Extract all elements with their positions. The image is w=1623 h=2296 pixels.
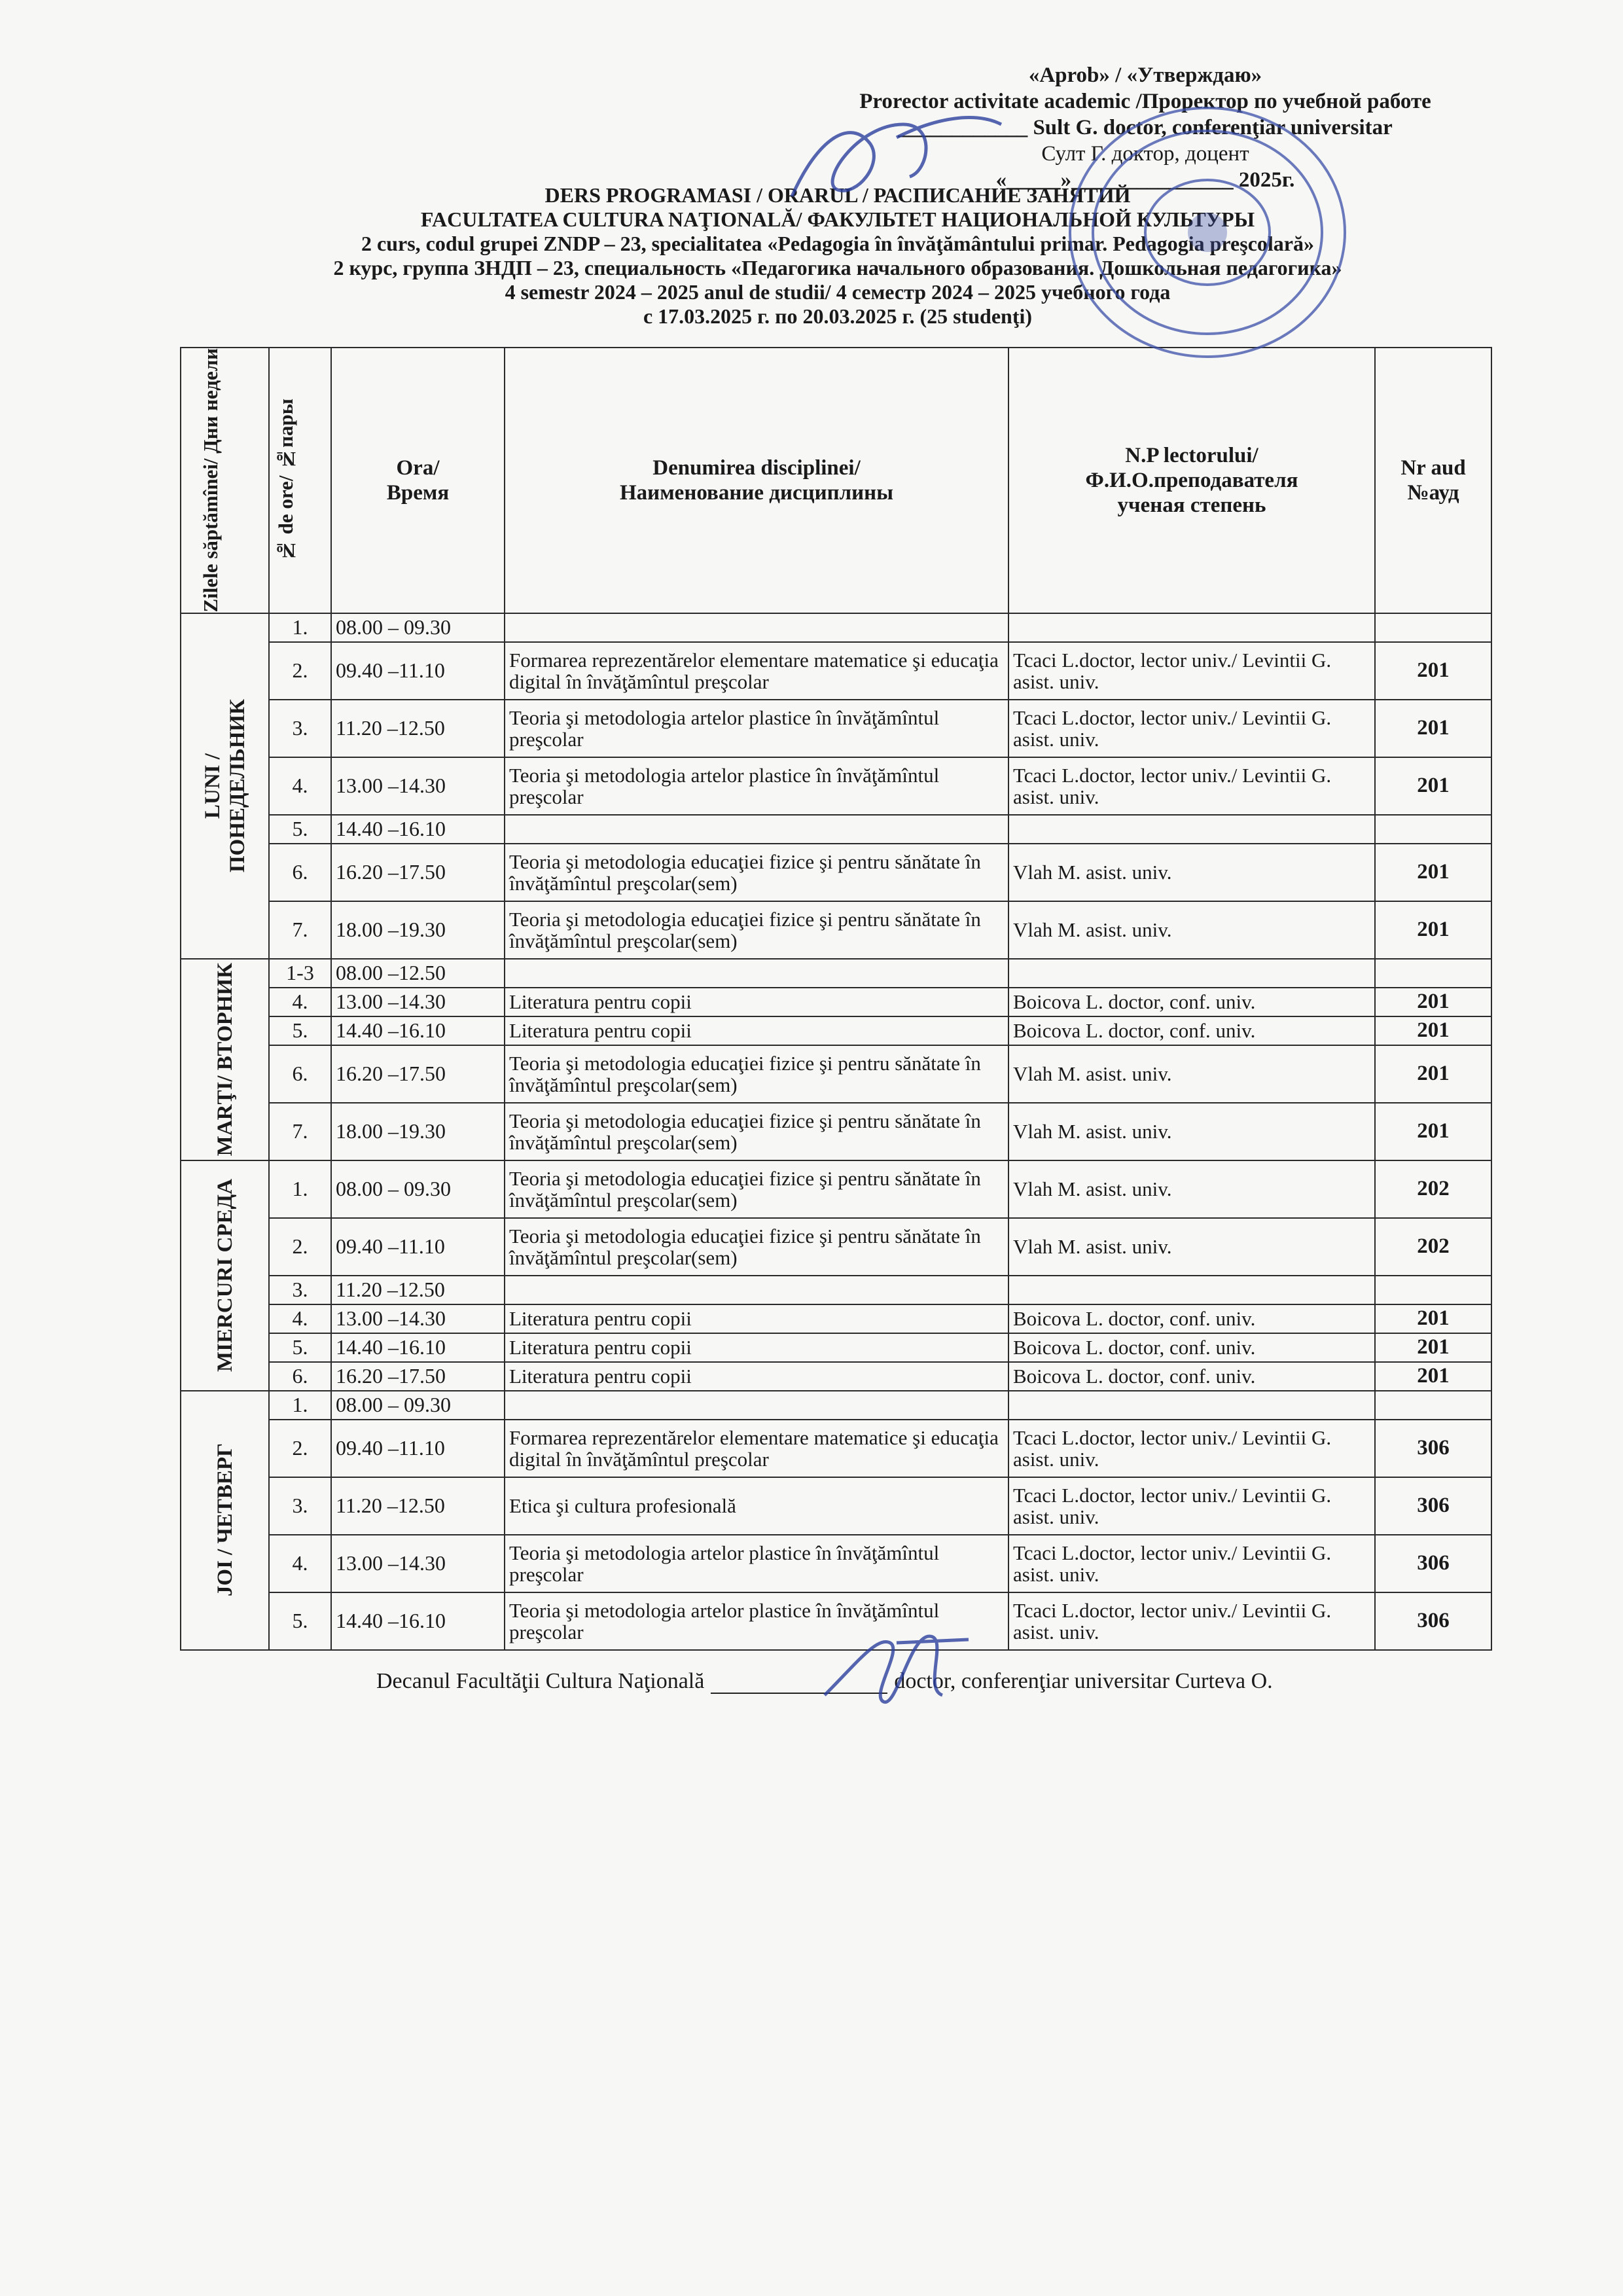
room-cell: 201 bbox=[1375, 1333, 1491, 1362]
pair-number: 4. bbox=[269, 988, 331, 1016]
header-discipline bbox=[505, 348, 1008, 613]
room-cell bbox=[1375, 815, 1491, 844]
table-row bbox=[181, 613, 1491, 642]
time-cell: 14.40 –16.10 bbox=[331, 815, 505, 844]
lecturer-cell: Vlah M. asist. univ. bbox=[1008, 844, 1375, 901]
pair-number: 2. bbox=[269, 1420, 331, 1477]
time-cell: 13.00 –14.30 bbox=[331, 757, 505, 815]
approval-line: Prorector activitate academic /Проректор по учебной работе bbox=[859, 90, 1431, 113]
pair-number: 1. bbox=[269, 1160, 331, 1218]
time-cell: 13.00 –14.30 bbox=[331, 1535, 505, 1592]
table-row bbox=[181, 1276, 1491, 1304]
time-cell: 13.00 –14.30 bbox=[331, 1304, 505, 1333]
day-cell bbox=[181, 1160, 269, 1391]
lecturer-cell: Vlah M. asist. univ. bbox=[1008, 901, 1375, 959]
room-cell bbox=[1375, 959, 1491, 988]
title-line: DERS PROGRAMASI / ORARUL / РАСПИСАНИЕ ЗАНЯТИЙ bbox=[544, 183, 1131, 207]
pair-number: 6. bbox=[269, 1045, 331, 1103]
header-lecturer bbox=[1008, 348, 1375, 613]
time-cell: 11.20 –12.50 bbox=[331, 1276, 505, 1304]
pair-number: 5. bbox=[269, 1592, 331, 1650]
discipline-cell: Teoria şi metodologia artelor plastice în învăţămîntul preşcolar bbox=[505, 757, 1008, 815]
table-row bbox=[181, 844, 1491, 901]
table-row bbox=[181, 700, 1491, 757]
time-cell: 18.00 –19.30 bbox=[331, 1103, 505, 1160]
room-cell: 306 bbox=[1375, 1420, 1491, 1477]
approval-line: Султ Г. доктор, доцент bbox=[1041, 142, 1249, 166]
header-room-label: №ауд bbox=[1407, 480, 1459, 505]
room-cell: 201 bbox=[1375, 1045, 1491, 1103]
approval-line: «Aprob» / «Утверждаю» bbox=[1028, 63, 1262, 87]
lecturer-cell: Tcaci L.doctor, lector univ./ Levintii G. asist. univ. bbox=[1008, 1477, 1375, 1535]
header-disc-label: Denumirea disciplinei/ bbox=[652, 456, 861, 480]
table-row bbox=[181, 1103, 1491, 1160]
room-cell: 201 bbox=[1375, 700, 1491, 757]
room-cell: 201 bbox=[1375, 1362, 1491, 1391]
table-row bbox=[181, 1045, 1491, 1103]
discipline-cell: Formarea reprezentărelor elementare matematice şi educaţia digital în învăţămîntul preşcolar bbox=[505, 1420, 1008, 1477]
header-time-label: Время bbox=[386, 480, 450, 505]
room-cell: 201 bbox=[1375, 757, 1491, 815]
header-lect-label: N.P lectorului/ bbox=[1125, 443, 1258, 467]
header-room bbox=[1375, 348, 1491, 613]
lecturer-cell: Boicova L. doctor, conf. univ. bbox=[1008, 1016, 1375, 1045]
title-line: 2 curs, codul grupei ZNDP – 23, specialitatea «Pedagogia în învăţământului primar. Pedagogia preşcolară» bbox=[361, 232, 1314, 255]
title-line: FACULTATEA CULTURA NAŢIONALĂ/ ФАКУЛЬТЕТ НАЦИОНАЛЬНОЙ КУЛЬТУРЫ bbox=[420, 207, 1255, 231]
discipline-cell: Teoria şi metodologia educaţiei fizice şi pentru sănătate în învăţămîntul preşcolar(sem) bbox=[505, 901, 1008, 959]
discipline-cell bbox=[505, 959, 1008, 988]
dean-name: doctor, conferenţiar universitar Curteva O. bbox=[894, 1669, 1273, 1693]
time-cell: 14.40 –16.10 bbox=[331, 1592, 505, 1650]
header-room-label: Nr aud bbox=[1400, 456, 1466, 480]
table-row bbox=[181, 1160, 1491, 1218]
room-cell: 306 bbox=[1375, 1535, 1491, 1592]
table-row bbox=[181, 1391, 1491, 1420]
pair-number: 6. bbox=[269, 844, 331, 901]
room-cell: 306 bbox=[1375, 1592, 1491, 1650]
time-cell: 09.40 –11.10 bbox=[331, 1218, 505, 1276]
table-row bbox=[181, 815, 1491, 844]
time-cell: 11.20 –12.50 bbox=[331, 1477, 505, 1535]
time-cell: 13.00 –14.30 bbox=[331, 988, 505, 1016]
day-name: LUNI / ПОНЕДЕЛЬНИК bbox=[200, 699, 249, 873]
pair-number: 4. bbox=[269, 757, 331, 815]
table-row bbox=[181, 1218, 1491, 1276]
lecturer-cell: Boicova L. doctor, conf. univ. bbox=[1008, 988, 1375, 1016]
approval-line: «_____»_______________ 2025г. bbox=[995, 168, 1295, 192]
table-row bbox=[181, 642, 1491, 700]
room-cell bbox=[1375, 1391, 1491, 1420]
table-row bbox=[181, 1477, 1491, 1535]
pair-number: 4. bbox=[269, 1304, 331, 1333]
lecturer-cell: Boicova L. doctor, conf. univ. bbox=[1008, 1362, 1375, 1391]
discipline-cell: Etica şi cultura profesională bbox=[505, 1477, 1008, 1535]
header-row bbox=[181, 348, 1491, 613]
official-stamp-icon bbox=[1011, 95, 1364, 370]
table-row bbox=[181, 1535, 1491, 1592]
pair-number: 3. bbox=[269, 1276, 331, 1304]
pair-number: 5. bbox=[269, 1333, 331, 1362]
pair-number: 1. bbox=[269, 1391, 331, 1420]
discipline-cell: Literatura pentru copii bbox=[505, 1362, 1008, 1391]
lecturer-cell: Tcaci L.doctor, lector univ./ Levintii G. asist. univ. bbox=[1008, 1420, 1375, 1477]
table-row bbox=[181, 1420, 1491, 1477]
room-cell: 201 bbox=[1375, 642, 1491, 700]
day-name: MARŢI/ ВТОРНИК bbox=[213, 962, 237, 1157]
room-cell: 201 bbox=[1375, 901, 1491, 959]
pair-number: 4. bbox=[269, 1535, 331, 1592]
lecturer-cell bbox=[1008, 815, 1375, 844]
lecturer-cell bbox=[1008, 959, 1375, 988]
lecturer-cell: Boicova L. doctor, conf. univ. bbox=[1008, 1304, 1375, 1333]
pair-number: 3. bbox=[269, 700, 331, 757]
lecturer-cell: Vlah M. asist. univ. bbox=[1008, 1218, 1375, 1276]
discipline-cell: Literatura pentru copii bbox=[505, 1333, 1008, 1362]
header-time-label: Ora/ bbox=[396, 456, 440, 480]
room-cell bbox=[1375, 1276, 1491, 1304]
discipline-cell: Literatura pentru copii bbox=[505, 1304, 1008, 1333]
pair-number: 2. bbox=[269, 1218, 331, 1276]
discipline-cell: Teoria şi metodologia educaţiei fizice şi pentru sănătate în învăţămîntul preşcolar(sem) bbox=[505, 1045, 1008, 1103]
time-cell: 16.20 –17.50 bbox=[331, 1362, 505, 1391]
signature-icon bbox=[818, 1623, 975, 1715]
time-cell: 16.20 –17.50 bbox=[331, 1045, 505, 1103]
header-lect-label: Ф.И.О.преподавателя bbox=[1085, 468, 1298, 492]
header-day bbox=[181, 348, 269, 613]
discipline-cell: Teoria şi metodologia educaţiei fizice şi pentru sănătate în învăţămîntul preşcolar(sem) bbox=[505, 844, 1008, 901]
pair-number: 1-3 bbox=[269, 959, 331, 988]
pair-number: 1. bbox=[269, 613, 331, 642]
time-cell: 16.20 –17.50 bbox=[331, 844, 505, 901]
time-cell: 14.40 –16.10 bbox=[331, 1016, 505, 1045]
room-cell: 201 bbox=[1375, 1103, 1491, 1160]
table-row bbox=[181, 1362, 1491, 1391]
pair-number: 6. bbox=[269, 1362, 331, 1391]
room-cell: 201 bbox=[1375, 988, 1491, 1016]
room-cell: 201 bbox=[1375, 1016, 1491, 1045]
lecturer-cell: Boicova L. doctor, conf. univ. bbox=[1008, 1333, 1375, 1362]
discipline-cell: Literatura pentru copii bbox=[505, 988, 1008, 1016]
discipline-cell: Teoria şi metodologia educaţiei fizice şi pentru sănătate în învăţămîntul preşcolar(sem) bbox=[505, 1160, 1008, 1218]
day-name: MIERCURI СРЕДА bbox=[213, 1179, 237, 1372]
room-cell: 201 bbox=[1375, 844, 1491, 901]
table-row bbox=[181, 1333, 1491, 1362]
room-cell: 202 bbox=[1375, 1218, 1491, 1276]
pair-number: 2. bbox=[269, 642, 331, 700]
dean-title: Decanul Facultăţii Cultura Naţională bbox=[376, 1669, 705, 1693]
room-cell: 306 bbox=[1375, 1477, 1491, 1535]
pair-number: 5. bbox=[269, 815, 331, 844]
day-cell bbox=[181, 613, 269, 959]
pair-number: 7. bbox=[269, 901, 331, 959]
time-cell: 08.00 – 09.30 bbox=[331, 613, 505, 642]
discipline-cell: Formarea reprezentărelor elementare matematice şi educaţia digital în învăţămîntul preşcolar bbox=[505, 642, 1008, 700]
header-time bbox=[331, 348, 505, 613]
room-cell: 201 bbox=[1375, 1304, 1491, 1333]
lecturer-cell: Tcaci L.doctor, lector univ./ Levintii G. asist. univ. bbox=[1008, 642, 1375, 700]
lecturer-cell: Tcaci L.doctor, lector univ./ Levintii G. asist. univ. bbox=[1008, 700, 1375, 757]
header-num-label: № de ore/ №пары bbox=[274, 398, 297, 562]
discipline-cell: Teoria şi metodologia artelor plastice în învăţămîntul preşcolar bbox=[505, 1592, 1008, 1650]
lecturer-cell bbox=[1008, 1276, 1375, 1304]
lecturer-cell: Tcaci L.doctor, lector univ./ Levintii G. asist. univ. bbox=[1008, 1592, 1375, 1650]
lecturer-cell: Vlah M. asist. univ. bbox=[1008, 1103, 1375, 1160]
time-cell: 18.00 –19.30 bbox=[331, 901, 505, 959]
pair-number: 3. bbox=[269, 1477, 331, 1535]
lecturer-cell bbox=[1008, 613, 1375, 642]
discipline-cell bbox=[505, 815, 1008, 844]
table-row bbox=[181, 1304, 1491, 1333]
room-cell: 202 bbox=[1375, 1160, 1491, 1218]
pair-number: 7. bbox=[269, 1103, 331, 1160]
discipline-cell: Teoria şi metodologia artelor plastice în învăţămîntul preşcolar bbox=[505, 700, 1008, 757]
table-row bbox=[181, 959, 1491, 988]
table-row bbox=[181, 988, 1491, 1016]
day-cell bbox=[181, 959, 269, 1160]
signature-icon bbox=[779, 98, 1014, 229]
time-cell: 11.20 –12.50 bbox=[331, 700, 505, 757]
day-cell bbox=[181, 1391, 269, 1650]
header-disc-label: Наименование дисциплины bbox=[620, 480, 893, 505]
discipline-cell: Literatura pentru copii bbox=[505, 1016, 1008, 1045]
discipline-cell: Teoria şi metodologia educaţiei fizice şi pentru sănătate în învăţămîntul preşcolar(sem) bbox=[505, 1103, 1008, 1160]
lecturer-cell: Vlah M. asist. univ. bbox=[1008, 1045, 1375, 1103]
table-row bbox=[181, 1016, 1491, 1045]
discipline-cell bbox=[505, 1391, 1008, 1420]
discipline-cell bbox=[505, 613, 1008, 642]
discipline-cell: Teoria şi metodologia educaţiei fizice şi pentru sănătate în învăţămîntul preşcolar(sem) bbox=[505, 1218, 1008, 1276]
room-cell bbox=[1375, 613, 1491, 642]
time-cell: 08.00 – 09.30 bbox=[331, 1391, 505, 1420]
discipline-cell bbox=[505, 1276, 1008, 1304]
table-row bbox=[181, 901, 1491, 959]
lecturer-cell: Tcaci L.doctor, lector univ./ Levintii G. asist. univ. bbox=[1008, 1535, 1375, 1592]
header-num bbox=[269, 348, 331, 613]
title-line: с 17.03.2025 г. по 20.03.2025 г. (25 studenţi) bbox=[643, 304, 1033, 328]
title-line: 4 semestr 2024 – 2025 anul de studii/ 4 семестр 2024 – 2025 учебного года bbox=[505, 280, 1171, 304]
lecturer-cell: Vlah M. asist. univ. bbox=[1008, 1160, 1375, 1218]
time-cell: 08.00 –12.50 bbox=[331, 959, 505, 988]
time-cell: 08.00 – 09.30 bbox=[331, 1160, 505, 1218]
header-day-label: Zilele săptămînei/ Дни недели bbox=[198, 348, 222, 613]
day-name: JOI / ЧЕТВЕРГ bbox=[213, 1443, 237, 1597]
lecturer-cell: Tcaci L.doctor, lector univ./ Levintii G. asist. univ. bbox=[1008, 757, 1375, 815]
approval-line: ____________ Sult G. doctor, conferenţiar universitar bbox=[898, 116, 1393, 139]
table-row bbox=[181, 757, 1491, 815]
time-cell: 09.40 –11.10 bbox=[331, 642, 505, 700]
discipline-cell: Teoria şi metodologia artelor plastice în învăţămîntul preşcolar bbox=[505, 1535, 1008, 1592]
pair-number: 5. bbox=[269, 1016, 331, 1045]
lecturer-cell bbox=[1008, 1391, 1375, 1420]
time-cell: 14.40 –16.10 bbox=[331, 1333, 505, 1362]
header-lect-label: ученая степень bbox=[1117, 493, 1266, 517]
schedule-table bbox=[180, 347, 1492, 1651]
time-cell: 09.40 –11.10 bbox=[331, 1420, 505, 1477]
title-line: 2 курс, группа ЗНДП – 23, специальность «Педагогика начального образования. Дошкольная педагогика» bbox=[333, 256, 1342, 279]
